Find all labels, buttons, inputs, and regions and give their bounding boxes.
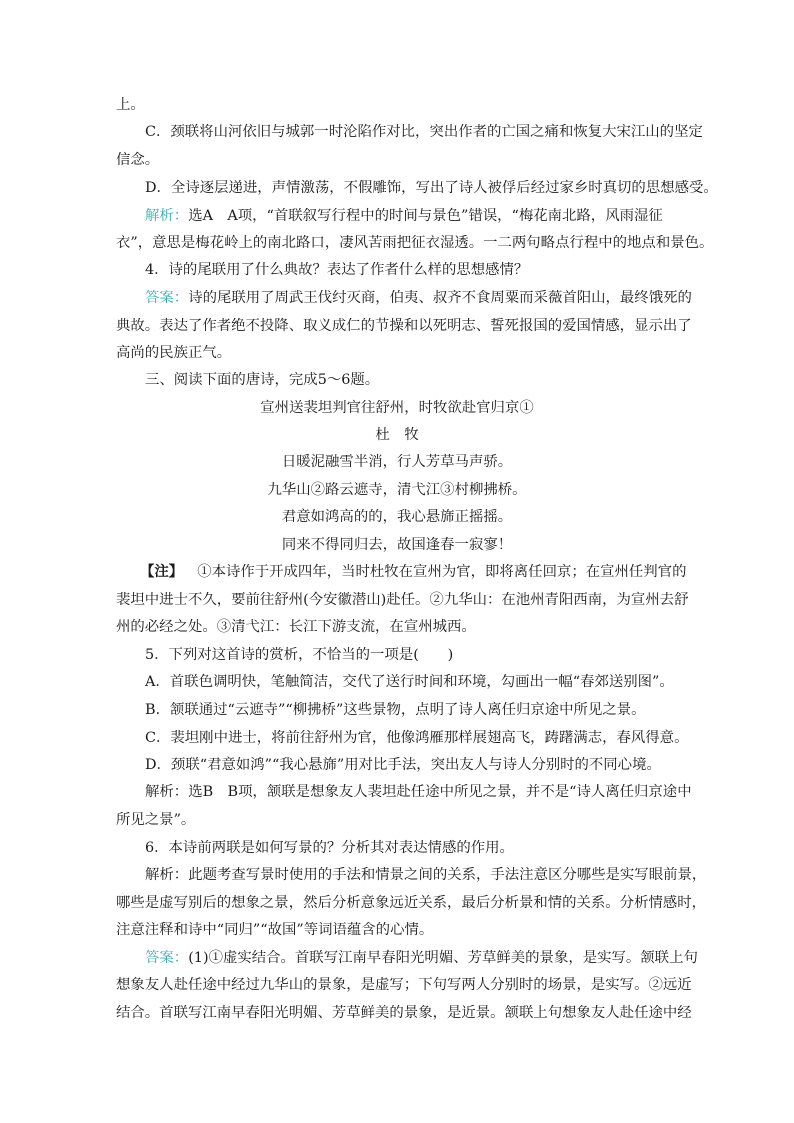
- text-line: 结合。首联写江南早春阳光明媚、芳草鲜美的景象，是近景。颔联上句想象友人赴任途中经: [116, 1005, 692, 1021]
- option-d: D．颈联“君意如鸿”“我心悬旆”用对比手法，突出友人与诗人分别时的不同心境。: [145, 757, 661, 773]
- text-line: 衣”，意思是梅花岭上的南北路口，凄风苦雨把征衣湿透。一二两句略点行程中的地点和景色。: [116, 235, 714, 251]
- analysis-line: [145, 865, 706, 885]
- poem-line: 九华山②路云遮寺，清弋江③村柳拂桥。: [267, 482, 527, 498]
- option-a: A．首联色调明快，笔触简洁，交代了送行时间和环境，勾画出一幅“春郊送别图”。: [145, 674, 674, 690]
- answer-line: [145, 948, 698, 968]
- text-line: 高尚的民族正气。: [116, 345, 232, 361]
- analysis-text: 选B B项，颔联是想象友人裴坦赴任途中所见之景，并不是“诗人离任归京途中: [188, 784, 692, 800]
- text-line: 注意注释和诗中“同归”“故国”等词语蕴含的心情。: [116, 922, 434, 938]
- text-line: 想象友人赴任途中经过九华山的景象，是虚写；下句写两人分别时的场景，是实写。②远近: [116, 977, 692, 993]
- note-text: ①本诗作于开成四年，当时杜牧在宣州为官，即将离任回京；在宣州任判官的: [197, 564, 687, 580]
- poem-author: 杜 牧: [375, 427, 419, 443]
- poem-line: 君意如鸿高的的，我心悬旆正摇摇。: [281, 509, 513, 525]
- question-4: 4．诗的尾联用了什么典故？表达了作者什么样的思想感情？: [145, 262, 529, 278]
- note-label: 【注】: [140, 563, 184, 580]
- option-b: B．颔联通过“云遮寺”“柳拂桥”这些景物，点明了诗人离任归京途中所见之景。: [145, 702, 646, 718]
- poem-title: 宣州送裴坦判官往舒州，时牧欲赴官归京①: [260, 400, 534, 416]
- analysis-text: 此题考查写景时使用的手法和情景之间的关系，手法注意区分哪些是实写眼前景，: [188, 867, 707, 883]
- analysis-label: 解析：: [145, 208, 189, 224]
- answer-label: 答案：: [145, 950, 189, 966]
- text-line: 所见之景”。: [116, 812, 196, 828]
- answer-text: 诗的尾联用了周武王伐纣灭商，伯夷、叔齐不食周粟而采薇首阳山，最终饿死的: [188, 290, 692, 306]
- option-c: C．颈联将山河依旧与城郭一时沦陷作对比，突出作者的亡国之痛和恢复大宋江山的坚定: [145, 124, 703, 140]
- option-c: C．裴坦刚中进士，将前往舒州为官，他像鸿雁那样展翅高飞，踌躇满志，春风得意。: [145, 730, 689, 746]
- analysis-label: 解析：: [145, 867, 189, 883]
- text-line: 上。: [116, 97, 145, 113]
- text-line: 信念。: [116, 152, 160, 168]
- analysis-label: 解析：: [145, 784, 189, 800]
- poem-line: 日暖泥融雪半消，行人芳草马声骄。: [281, 454, 513, 470]
- answer-line: [145, 288, 692, 308]
- question-5: 5．下列对这首诗的赏析，不恰当的一项是( ): [145, 647, 454, 663]
- note-line: [140, 562, 686, 582]
- answer-label: 答案：: [145, 290, 189, 306]
- analysis-line: [145, 206, 663, 226]
- analysis-text: 选A A项，“首联叙写行程中的时间与景色”错误，“梅花南北路，风雨湿征: [188, 208, 663, 224]
- answer-text: (1)①虚实结合。首联写江南早春阳光明媚、芳草鲜美的景象，是实写。颔联上句: [188, 950, 698, 966]
- text-line: 哪些是虚写别后的想象之景，然后分析意象远近关系，最后分析景和情的关系。分析情感时，: [116, 895, 707, 911]
- option-d: D．全诗逐层递进，声情激荡，不假雕饰，写出了诗人被俘后经过家乡时真切的思想感受。: [145, 180, 718, 196]
- section-heading: 三、阅读下面的唐诗，完成5～6题。: [145, 372, 380, 388]
- analysis-line: [145, 782, 692, 802]
- question-6: 6．本诗前两联是如何写景的？分析其对表达情感的作用。: [145, 840, 514, 856]
- poem-line: 同来不得同归去，故国逢春一寂寥！: [281, 537, 513, 553]
- text-line: 州的必经之处。③清弋江：长江下游支流，在宣州城西。: [116, 619, 476, 635]
- text-line: 典故。表达了作者绝不投降、取义成仁的节操和以死明志、誓死报国的爱国情感，显示出了: [116, 318, 692, 334]
- text-line: 裴坦中进士不久，要前往舒州(今安徽潜山)赴任。②九华山：在池州青阳西南，为宣州去舒: [116, 592, 689, 608]
